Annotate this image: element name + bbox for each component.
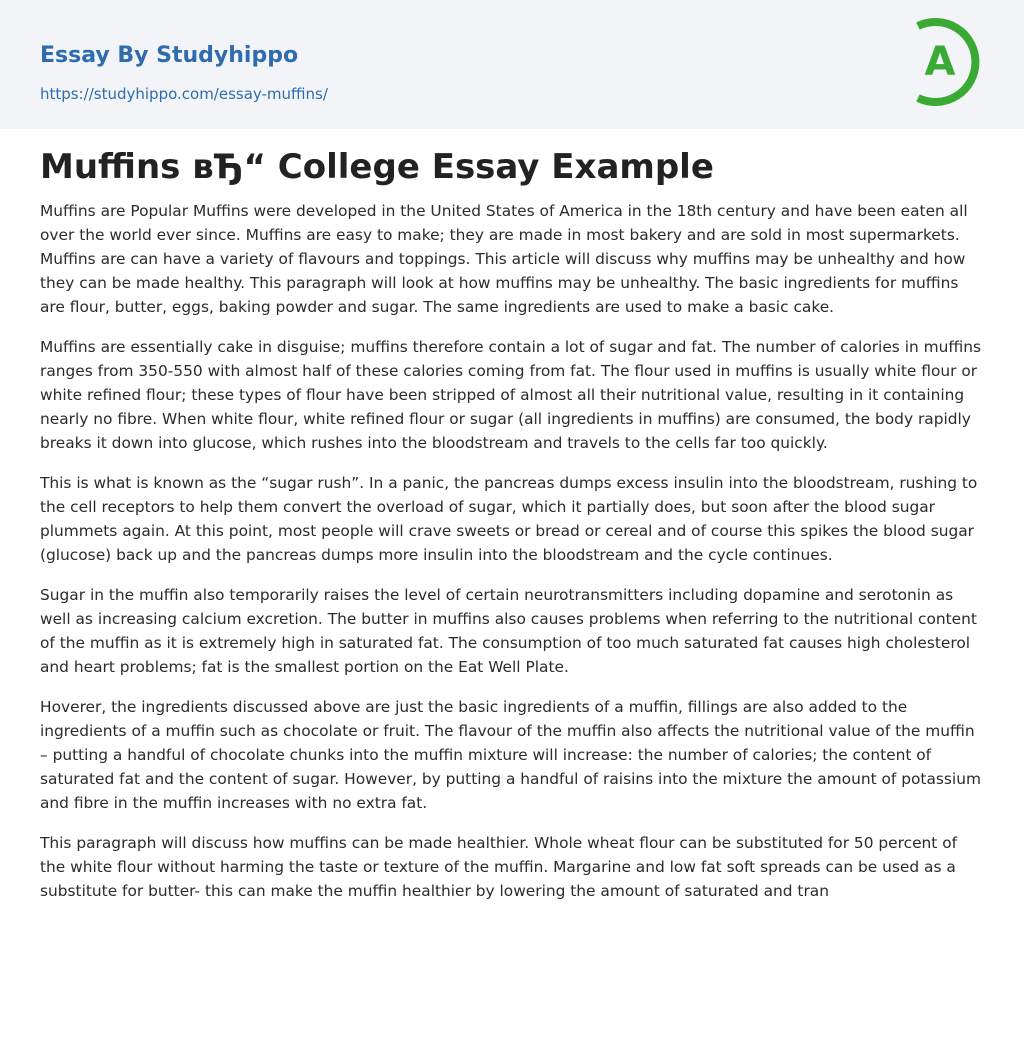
essay-paragraph: Muffins are essentially cake in disguise; muffins therefore contain a lot of sugar and fat. The number of calories in muffins ranges from 350-550 with almost half of these calories coming from fat. The flour used in muffins is usually white flour or white refined flour; these types of flour have been stripped of almost all their nutritional value, resulting in it containing nearly no fibre. When white flour, white refined flour or sugar (all ingredients in muffins) are consumed, the body rapidly breaks it down into glucose, which rushes into the bloodstream and travels to the cells far too quickly.	[40, 338, 982, 452]
studyhippo-logo-icon[interactable]	[910, 18, 988, 106]
essay-title: Muffins вЂ“ College Essay Example	[40, 147, 714, 187]
essay-url-link[interactable]: https://studyhippo.com/essay-muffins/	[40, 85, 328, 103]
logo-letter: A	[924, 39, 956, 85]
essay-paragraph: This is what is known as the “sugar rush”. In a panic, the pancreas dumps excess insulin into the bloodstream, rushing to the cell receptors to help them convert the overload of sugar, which it partially does, but soon after the blood sugar plummets again. At this point, most people will crave sweets or bread or cereal and of course this spikes the blood sugar (glucose) back up and the pancreas dumps more insulin into the bloodstream and the cycle continues.	[40, 474, 978, 564]
essay-paragraph: Hoverer, the ingredients discussed above are just the basic ingredients of a muffin, fillings are also added to the ingredients of a muffin such as chocolate or fruit. The flavour of the muffin also affects the nutritional value of the muffin – putting a handful of chocolate chunks into the muffin mixture will increase: the number of calories; the content of saturated fat and the content of sugar. However, by putting a handful of raisins into the mixture the amount of potassium and fibre in the muffin increases with no extra fat.	[40, 698, 981, 812]
essay-paragraph: Muffins are Popular Muffins were developed in the United States of America in the 18th century and have been eaten all over the world ever since. Muffins are easy to make; they are made in most bakery and are sold in most supermarkets. Muffins are can have a variety of flavours and toppings. This article will discuss why muffins may be unhealthy and how they can be made healthy. This paragraph will look at how muffins may be unhealthy. The basic ingredients for muffins are flour, butter, eggs, baking powder and sugar. The same ingredients are used to make a basic cake.	[40, 202, 968, 316]
site-header	[0, 0, 1024, 129]
essay-content	[40, 141, 984, 919]
essay-paragraph: This paragraph will discuss how muffins can be made healthier. Whole wheat flour can be substituted for 50 percent of the white flour without harming the taste or texture of the muffin. Margarine and low fat soft spreads can be used as a substitute for butter- this can make the muffin healthier by lowering the amount of saturated and tran	[40, 834, 958, 900]
site-title[interactable]: Essay By Studyhippo	[40, 43, 299, 68]
essay-paragraph: Sugar in the muffin also temporarily raises the level of certain neurotransmitters including dopamine and serotonin as well as increasing calcium excretion. The butter in muffins also causes problems when referring to the nutritional content of the muffin as it is extremely high in saturated fat. The consumption of too much saturated fat causes high cholesterol and heart problems; fat is the smallest portion on the Eat Well Plate.	[40, 586, 977, 676]
